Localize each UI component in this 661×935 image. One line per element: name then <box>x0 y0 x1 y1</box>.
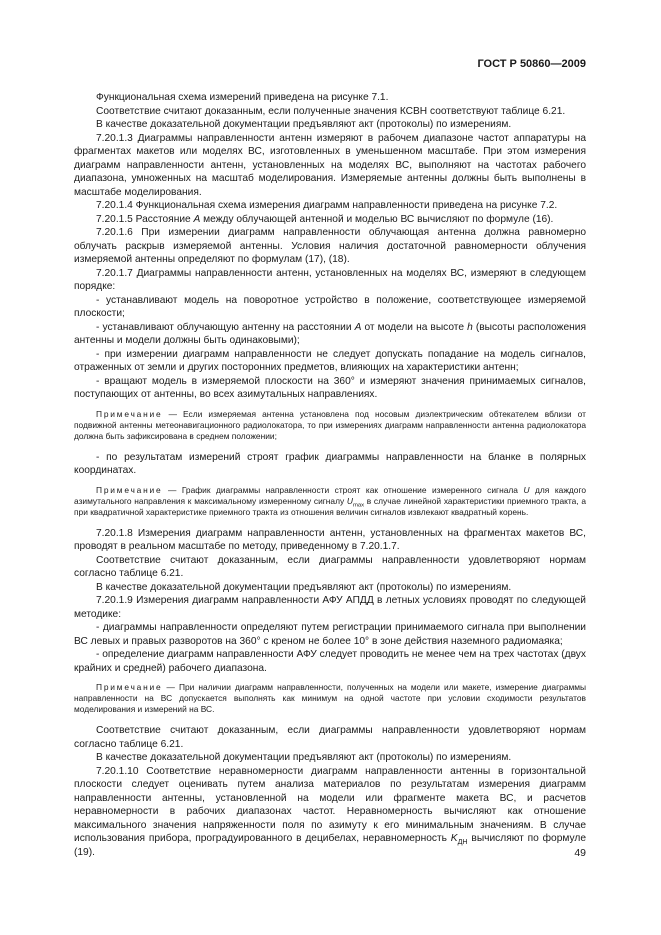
document-code: ГОСТ Р 50860—2009 <box>477 58 586 70</box>
paragraph: 7.20.1.3 Диаграммы направленности антенн измеряют в рабочем диапазоне частот аппаратуры на фрагментах макетов или моделях ВС, изготовленных в уменьшенном масштабе. При этом измерения диаграмм направленности антенн, установленных на моделях ВС, выполняют на частотах рабочего диапазона, умноженных на масштаб моделирования. Измеряемые антенны должны быть выполнены в масштабе моделирования. <box>74 132 586 198</box>
paragraph: В качестве доказательной документации предъявляют акт (протоколы) по измерениям. <box>96 752 512 763</box>
paragraph: 7.20.1.7 Диаграммы направленности антенн, установленных на моделях ВС, измеряют в следующем порядке: <box>74 267 586 292</box>
paragraph: Соответствие считают доказанным, если полученные значения КСВН соответствуют таблице 6.21. <box>96 105 566 117</box>
page-number: 49 <box>574 847 586 859</box>
list-item: - вращают модель в измеряемой плоскости на 360° и измеряют значения принимаемых сигналов, поступающих от антенны, во всех азимутальных направлениях. <box>74 375 586 400</box>
paragraph: 7.20.1.4 Функциональная схема измерения диаграмм направленности приведена на рисунке 7.2. <box>96 200 558 211</box>
paragraph: 7.20.1.6 При измерении диаграмм направленности облучающая антенна должна равномерно облучать раскрыв измеряемой антенны. Условия наличия достаточной равномерности облучения измеряемой антенны определяют по формулам (17), (18). <box>74 227 586 265</box>
list-item: - устанавливают модель на поворотное устройство в положение, соответствующее измеряемой плоскости; <box>74 294 586 319</box>
paragraph: В качестве доказательной документации предъявляют акт (протоколы) по измерениям. <box>96 119 512 130</box>
paragraph: Соответствие считают доказанным, если диаграммы направленности удовлетворяют нормам согласно таблице 6.21. <box>74 554 586 579</box>
list-item: - диаграммы направленности определяют путем регистрации принимаемого сигнала при выполнении ВС левых и правых разворотов на 360° с креном не более 10° в зоне действия наземного радиомаяка; <box>74 622 586 647</box>
paragraph: 7.20.1.9 Измерения диаграмм направленности АФУ АПДД в летных условиях проводят по следующей методике: <box>74 595 586 620</box>
page-content <box>74 91 586 859</box>
note: Примечание — Если измеряемая антенна установлена под носовым диэлектрическим обтекателем вблизи от подвижной антенны метеонавигационного радиолокатора, то при измерениях диаграмм направленности антенна радиолокатора должна быть зафиксирована в среднем положении; <box>74 408 586 441</box>
paragraph: Соответствие считают доказанным, если диаграммы направленности удовлетворяют нормам согласно таблице 6.21. <box>74 725 586 750</box>
paragraph: 7.20.1.10 Соответствие неравномерности диаграмм направленности антенны в горизонтальной плоскости следует оценивать путем анализа материалов по результатам измерения диаграмм направленности антенны, установленной на модели или фрагменте макета ВС, и расчетов неравномерности в рабочих диапазонах частот. Неравномерность вычисляют как отношение максимального значения напряженности поля по азимуту к его минимальным значениям. В случае использования прибора, проградуированного в децибелах, неравномерность $K_{ДН}$ вычисляют по формуле (19). <box>74 765 586 858</box>
list-item: - при измерении диаграмм направленности не следует допускать попадание на модель сигналов, отраженных от земли и других посторонних предметов, влияющих на характеристики антенн; <box>74 348 586 373</box>
note: Примечание — График диаграммы направленности строят как отношение измеренного сигнала U для каждого азимутального направления к максимальному измеренному сигналу $U_{max}$ в случае линейной характеристики приемного тракта, а при квадратичной характеристике приемного тракта из отношения величин сигналов извлекают квадратный корень. <box>74 484 586 517</box>
paragraph: В качестве доказательной документации предъявляют акт (протоколы) по измерениям. <box>96 581 512 593</box>
paragraph: 7.20.1.8 Измерения диаграмм направленности антенн, установленных на фрагментах макетов ВС, проводят в реальном масштабе по методу, приведенному в 7.20.1.7. <box>74 527 586 552</box>
note: Примечание — При наличии диаграмм направленности, полученных на модели или макете, измерение диаграммы направленности на ВС допускается выполнять как минимум на одной частоте при условии сходимости результатов моделирования и измерений на ВС. <box>74 682 586 714</box>
list-item: - устанавливают облучающую антенну на расстоянии A от модели на высоте h (высоты расположения антенны и модели должны быть одинаковыми); <box>74 321 586 346</box>
paragraph: 7.20.1.5 Расстояние A между облучающей антенной и моделью ВС вычисляют по формуле (16). <box>96 213 554 225</box>
paragraph: Функциональная схема измерений приведена на рисунке 7.1. <box>96 92 389 103</box>
list-item: - по результатам измерений строят график диаграммы направленности на бланке в полярных координатах. <box>74 451 586 476</box>
list-item: - определение диаграмм направленности АФУ следует проводить не менее чем на трех частотах (двух крайних и средней) рабочего диапазона. <box>74 649 586 674</box>
